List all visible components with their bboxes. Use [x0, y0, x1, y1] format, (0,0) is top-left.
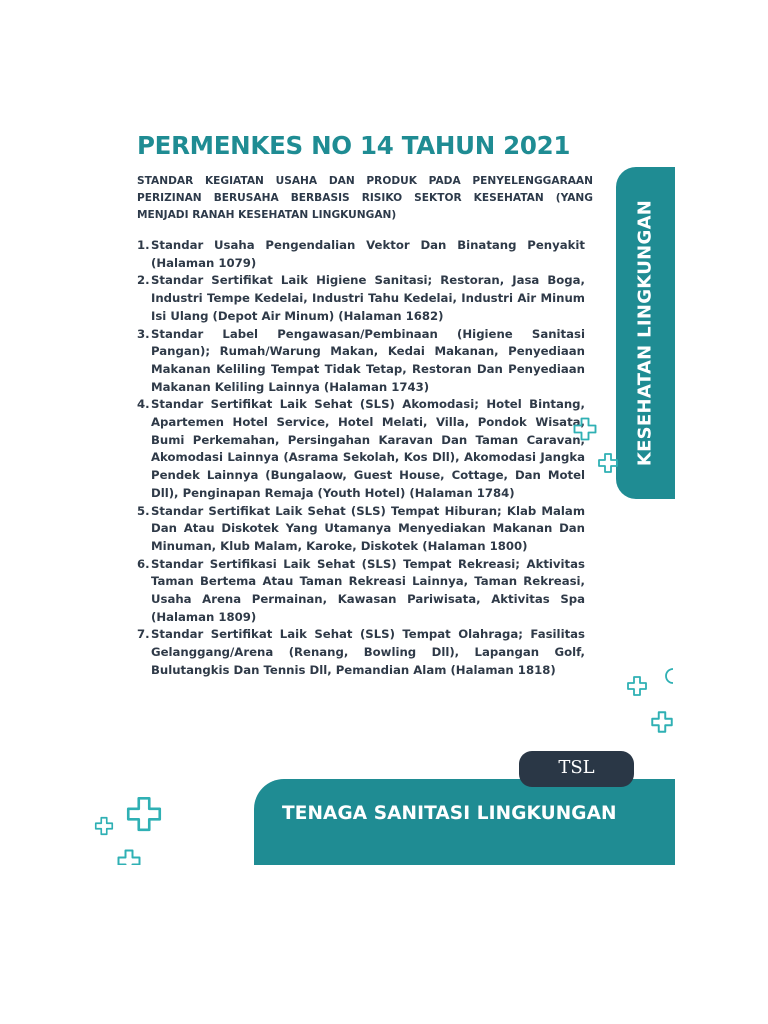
list-item [137, 626, 585, 679]
plus-cross-icon [571, 415, 599, 443]
list-item [137, 556, 585, 627]
list-item-number: 7. [137, 627, 150, 642]
list-item-number: 3. [137, 326, 150, 341]
footer-label: TENAGA SANITASI LINGKUNGAN [282, 803, 617, 824]
page-subtitle: STANDAR KEGIATAN USAHA DAN PRODUK PADA PENYELENGGARAAN PERIZINAN BERUSAHA BERBASIS RISIKO SEKTOR KESEHATAN (YANG MENJADI RANAH KESEHATAN LINGKUNGAN) [137, 175, 593, 221]
list-item-number: 4. [137, 397, 150, 412]
list-item-number: 6. [137, 556, 150, 571]
list-item-number: 5. [137, 503, 150, 518]
arc-icon [659, 667, 675, 685]
page-title: PERMENKES NO 14 TAHUN 2021 [137, 131, 571, 160]
document-page [93, 111, 675, 865]
list-item-text: Standar Sertifikat Laik Sehat (SLS) Tempat Hiburan; Klab Malam Dan Atau Diskotek Yang Utamanya Menyediakan Makanan Dan Minuman, Klub Malam, Karoke, Diskotek (Halaman 1800) [151, 503, 585, 553]
plus-cross-icon [625, 674, 649, 698]
plus-cross-icon [649, 709, 675, 735]
list-item-text: Standar Usaha Pengendalian Vektor Dan Binatang Penyakit (Halaman 1079) [151, 238, 585, 270]
list-item-text: Standar Label Pengawasan/Pembinaan (Higiene Sanitasi Pangan); Rumah/Warung Makan, Kedai Makanan, Penyediaan Makanan Keliling Tempat Tidak Tetap, Restoran Dan Penyediaan Makanan Keliling Lainnya (Halaman 1743) [151, 326, 585, 394]
footer-banner [254, 779, 675, 865]
list-item [137, 396, 585, 502]
list-item [137, 272, 585, 325]
list-item-number: 2. [137, 273, 150, 288]
side-tab [616, 167, 675, 499]
plus-cross-icon [123, 793, 165, 835]
list-item [137, 326, 585, 397]
standards-list [137, 237, 585, 680]
list-item [137, 503, 585, 556]
plus-cross-icon [115, 847, 143, 865]
side-tab-label: KESEHATAN LINGKUNGAN [634, 199, 656, 467]
plus-cross-icon [596, 451, 620, 475]
list-item-text: Standar Sertifikat Laik Sehat (SLS) Tempat Olahraga; Fasilitas Gelanggang/Arena (Renang, Bowling Dll), Lapangan Golf, Bulutangkis Dan Tennis Dll, Pemandian Alam (Halaman 1818) [151, 627, 585, 677]
list-item-text: Standar Sertifikat Laik Higiene Sanitasi; Restoran, Jasa Boga, Industri Tempe Kedelai, Industri Tahu Kedelai, Industri Air Minum Isi Ulang (Depot Air Minum) (Halaman 1682) [151, 273, 585, 323]
list-item-text: Standar Sertifikasi Laik Sehat (SLS) Tempat Rekreasi; Aktivitas Taman Bertema Atau Taman Rekreasi Lainnya, Taman Rekreasi, Usaha Arena Permainan, Kawasan Pariwisata, Aktivitas Spa (Halaman 1809) [151, 556, 585, 624]
tsl-badge: TSL [519, 751, 634, 787]
plus-cross-icon [93, 815, 115, 837]
list-item-number: 1. [137, 238, 150, 252]
list-item [137, 237, 585, 272]
list-item-text: Standar Sertifikat Laik Sehat (SLS) Akomodasi; Hotel Bintang, Apartemen Hotel Service, Hotel Melati, Villa, Pondok Wisata, Bumi Perkemahan, Persingahan Karavan Dan Taman Caravan, Akomodasi Lainnya (Asrama Sekolah, Kos Dll), Akomodasi Jangka Pendek Lainnya (Bungalaow, Guest House, Cottage, Dan Motel Dll), Penginapan Remaja (Youth Hotel) (Halaman 1784) [151, 397, 585, 500]
